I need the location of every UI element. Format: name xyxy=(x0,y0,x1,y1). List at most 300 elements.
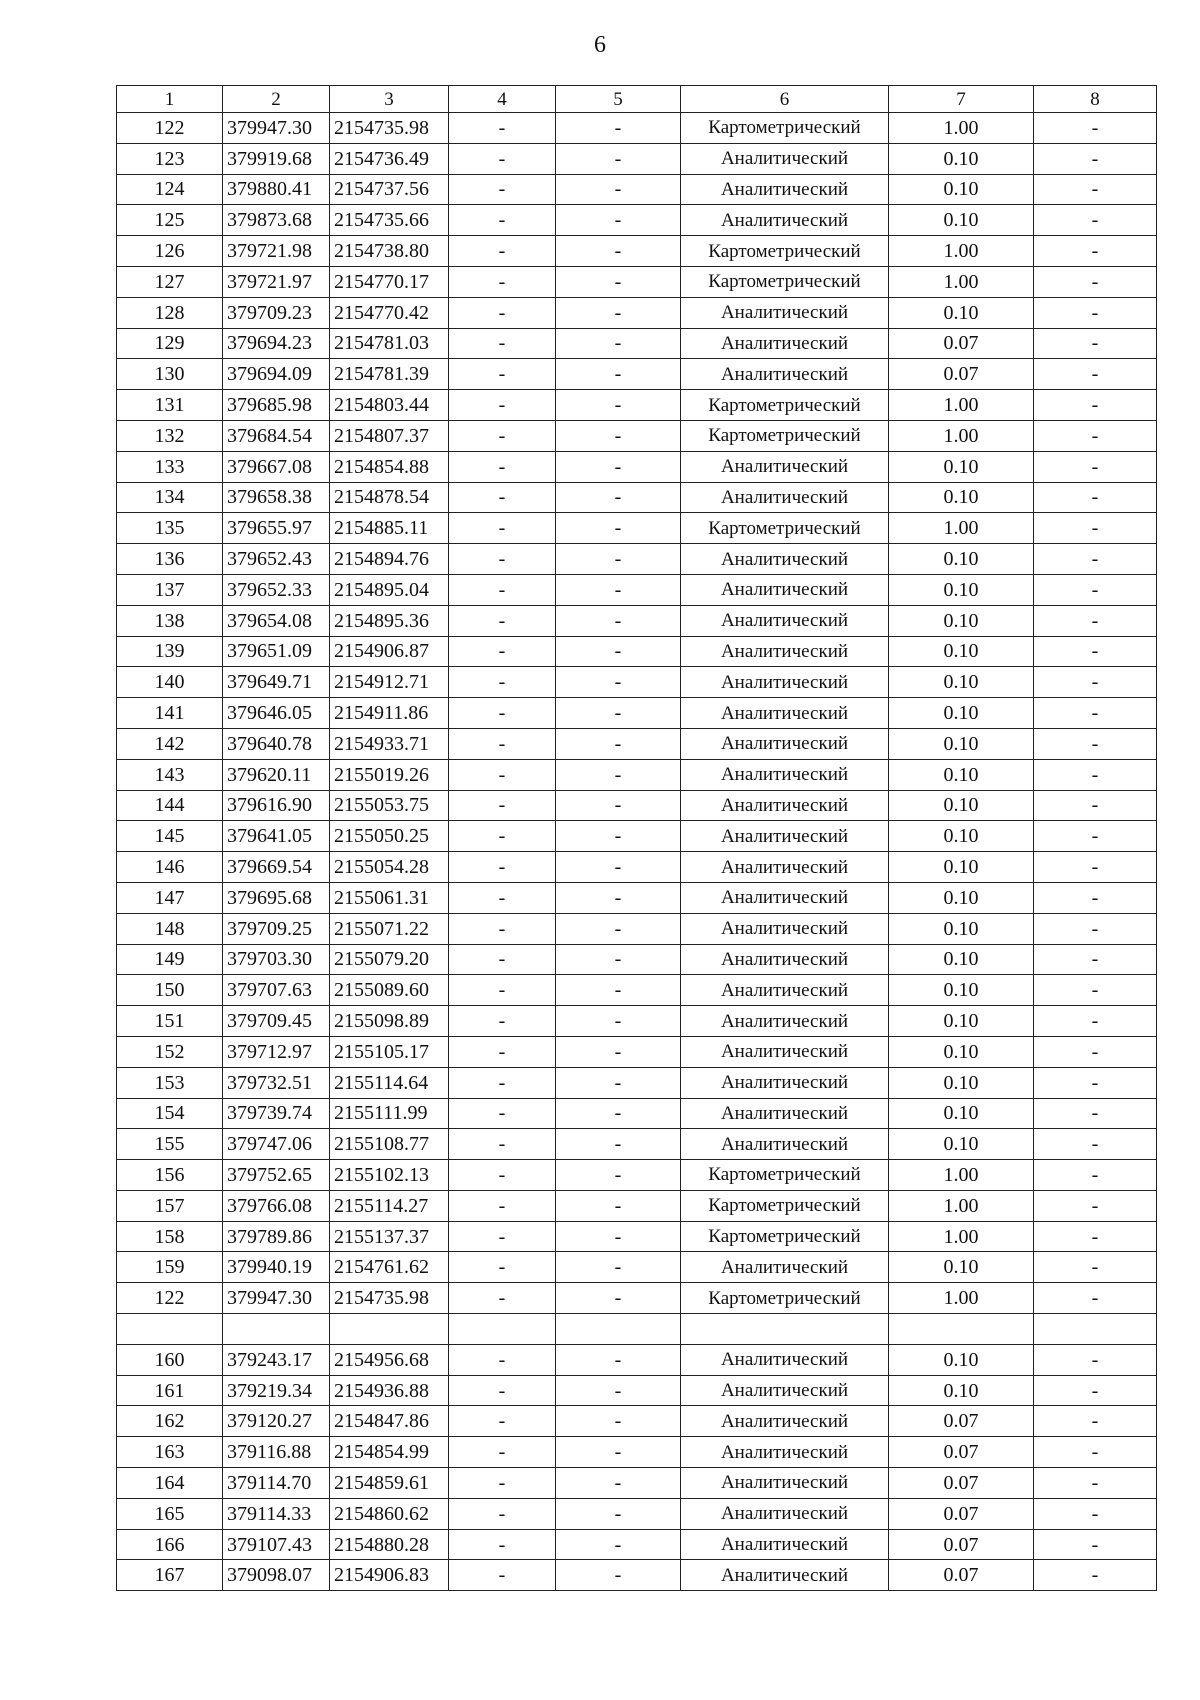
table-row xyxy=(117,1529,1157,1560)
table-row xyxy=(117,1160,1157,1191)
accuracy-cell: 0.10 xyxy=(889,1252,1034,1283)
y-coordinate-cell: 2154895.36 xyxy=(330,605,449,636)
table-row xyxy=(117,698,1157,729)
col5-cell: - xyxy=(556,1190,681,1221)
col8-cell: - xyxy=(1034,1498,1157,1529)
col5-cell: - xyxy=(556,390,681,421)
method-cell: Аналитический xyxy=(681,1406,889,1437)
col8-cell: - xyxy=(1034,297,1157,328)
accuracy-cell: 0.07 xyxy=(889,1437,1034,1468)
point-number-cell: 167 xyxy=(117,1560,223,1591)
x-coordinate-cell: 379712.97 xyxy=(223,1036,330,1067)
table-row xyxy=(117,913,1157,944)
point-number-cell: 146 xyxy=(117,852,223,883)
x-coordinate-cell: 379684.54 xyxy=(223,420,330,451)
method-cell: Аналитический xyxy=(681,852,889,883)
y-coordinate-cell: 2154894.76 xyxy=(330,544,449,575)
y-coordinate-cell: 2155137.37 xyxy=(330,1221,449,1252)
column-header: 8 xyxy=(1034,86,1157,113)
y-coordinate-cell xyxy=(330,1314,449,1345)
method-cell: Аналитический xyxy=(681,143,889,174)
x-coordinate-cell: 379654.08 xyxy=(223,605,330,636)
y-coordinate-cell: 2154912.71 xyxy=(330,667,449,698)
x-coordinate-cell: 379747.06 xyxy=(223,1129,330,1160)
col4-cell: - xyxy=(449,975,556,1006)
point-number-cell: 122 xyxy=(117,113,223,144)
accuracy-cell: 1.00 xyxy=(889,513,1034,544)
col4-cell: - xyxy=(449,1468,556,1499)
method-cell: Картометрический xyxy=(681,420,889,451)
method-cell: Аналитический xyxy=(681,698,889,729)
table-row xyxy=(117,1221,1157,1252)
method-cell: Аналитический xyxy=(681,1560,889,1591)
accuracy-cell: 0.07 xyxy=(889,328,1034,359)
coordinates-table xyxy=(116,85,1157,1591)
table-row xyxy=(117,944,1157,975)
accuracy-cell: 0.10 xyxy=(889,944,1034,975)
x-coordinate-cell: 379620.11 xyxy=(223,759,330,790)
y-coordinate-cell: 2154878.54 xyxy=(330,482,449,513)
col5-cell: - xyxy=(556,266,681,297)
x-coordinate-cell: 379694.23 xyxy=(223,328,330,359)
x-coordinate-cell: 379709.45 xyxy=(223,1006,330,1037)
col4-cell: - xyxy=(449,359,556,390)
table-row xyxy=(117,1498,1157,1529)
col4-cell: - xyxy=(449,1190,556,1221)
point-number-cell: 127 xyxy=(117,266,223,297)
col4-cell: - xyxy=(449,1006,556,1037)
y-coordinate-cell: 2155071.22 xyxy=(330,913,449,944)
accuracy-cell: 0.10 xyxy=(889,728,1034,759)
method-cell xyxy=(681,1314,889,1345)
col8-cell: - xyxy=(1034,1252,1157,1283)
col8-cell: - xyxy=(1034,328,1157,359)
col5-cell: - xyxy=(556,636,681,667)
x-coordinate-cell: 379694.09 xyxy=(223,359,330,390)
table-row xyxy=(117,390,1157,421)
x-coordinate-cell: 379652.33 xyxy=(223,574,330,605)
col8-cell: - xyxy=(1034,1344,1157,1375)
point-number-cell: 145 xyxy=(117,821,223,852)
col4-cell: - xyxy=(449,1406,556,1437)
col5-cell: - xyxy=(556,605,681,636)
point-number-cell: 123 xyxy=(117,143,223,174)
accuracy-cell: 0.10 xyxy=(889,636,1034,667)
accuracy-cell: 0.07 xyxy=(889,1529,1034,1560)
x-coordinate-cell: 379107.43 xyxy=(223,1529,330,1560)
table-row xyxy=(117,205,1157,236)
col8-cell: - xyxy=(1034,882,1157,913)
table-row xyxy=(117,605,1157,636)
method-cell: Аналитический xyxy=(681,174,889,205)
accuracy-cell: 1.00 xyxy=(889,1160,1034,1191)
table-row xyxy=(117,1344,1157,1375)
x-coordinate-cell: 379685.98 xyxy=(223,390,330,421)
point-number-cell: 156 xyxy=(117,1160,223,1191)
y-coordinate-cell: 2154781.39 xyxy=(330,359,449,390)
col8-cell: - xyxy=(1034,1529,1157,1560)
y-coordinate-cell: 2154859.61 xyxy=(330,1468,449,1499)
col5-cell: - xyxy=(556,451,681,482)
method-cell: Аналитический xyxy=(681,482,889,513)
col8-cell: - xyxy=(1034,1129,1157,1160)
col4-cell: - xyxy=(449,790,556,821)
method-cell: Аналитический xyxy=(681,451,889,482)
accuracy-cell: 0.10 xyxy=(889,667,1034,698)
y-coordinate-cell: 2154880.28 xyxy=(330,1529,449,1560)
col4-cell: - xyxy=(449,205,556,236)
col4-cell: - xyxy=(449,667,556,698)
col8-cell: - xyxy=(1034,513,1157,544)
y-coordinate-cell: 2154911.86 xyxy=(330,698,449,729)
table-row xyxy=(117,1098,1157,1129)
col4-cell: - xyxy=(449,482,556,513)
point-number-cell: 138 xyxy=(117,605,223,636)
method-cell: Аналитический xyxy=(681,1006,889,1037)
method-cell: Картометрический xyxy=(681,266,889,297)
y-coordinate-cell: 2155098.89 xyxy=(330,1006,449,1037)
point-number-cell: 163 xyxy=(117,1437,223,1468)
table-row xyxy=(117,1067,1157,1098)
col5-cell: - xyxy=(556,143,681,174)
point-number-cell: 159 xyxy=(117,1252,223,1283)
col4-cell: - xyxy=(449,821,556,852)
col5-cell: - xyxy=(556,1252,681,1283)
method-cell: Аналитический xyxy=(681,728,889,759)
table-row xyxy=(117,1283,1157,1314)
col8-cell: - xyxy=(1034,913,1157,944)
method-cell: Аналитический xyxy=(681,605,889,636)
y-coordinate-cell: 2154895.04 xyxy=(330,574,449,605)
accuracy-cell: 0.07 xyxy=(889,1406,1034,1437)
x-coordinate-cell: 379739.74 xyxy=(223,1098,330,1129)
table-row xyxy=(117,236,1157,267)
table-row xyxy=(117,1129,1157,1160)
col5-cell: - xyxy=(556,1067,681,1098)
x-coordinate-cell: 379667.08 xyxy=(223,451,330,482)
col8-cell: - xyxy=(1034,636,1157,667)
method-cell: Аналитический xyxy=(681,821,889,852)
y-coordinate-cell: 2154860.62 xyxy=(330,1498,449,1529)
x-coordinate-cell: 379709.23 xyxy=(223,297,330,328)
point-number-cell xyxy=(117,1314,223,1345)
col4-cell: - xyxy=(449,297,556,328)
accuracy-cell: 0.10 xyxy=(889,1098,1034,1129)
x-coordinate-cell: 379707.63 xyxy=(223,975,330,1006)
col8-cell: - xyxy=(1034,482,1157,513)
col8-cell: - xyxy=(1034,451,1157,482)
col4-cell: - xyxy=(449,1067,556,1098)
accuracy-cell: 1.00 xyxy=(889,236,1034,267)
col5-cell: - xyxy=(556,1560,681,1591)
col4-cell: - xyxy=(449,1498,556,1529)
col8-cell: - xyxy=(1034,790,1157,821)
col4-cell: - xyxy=(449,882,556,913)
col4-cell: - xyxy=(449,698,556,729)
col4-cell: - xyxy=(449,420,556,451)
col8-cell: - xyxy=(1034,1468,1157,1499)
accuracy-cell xyxy=(889,1314,1034,1345)
column-header: 1 xyxy=(117,86,223,113)
col8-cell: - xyxy=(1034,143,1157,174)
col4-cell: - xyxy=(449,759,556,790)
point-number-cell: 160 xyxy=(117,1344,223,1375)
accuracy-cell: 0.10 xyxy=(889,297,1034,328)
accuracy-cell: 0.10 xyxy=(889,174,1034,205)
point-number-cell: 150 xyxy=(117,975,223,1006)
table-row xyxy=(117,113,1157,144)
method-cell: Картометрический xyxy=(681,1221,889,1252)
accuracy-cell: 0.10 xyxy=(889,1006,1034,1037)
accuracy-cell: 0.10 xyxy=(889,1344,1034,1375)
col5-cell: - xyxy=(556,913,681,944)
method-cell: Аналитический xyxy=(681,1067,889,1098)
point-number-cell: 144 xyxy=(117,790,223,821)
col4-cell: - xyxy=(449,1529,556,1560)
col5-cell: - xyxy=(556,1036,681,1067)
method-cell: Аналитический xyxy=(681,359,889,390)
x-coordinate-cell: 379940.19 xyxy=(223,1252,330,1283)
method-cell: Аналитический xyxy=(681,1437,889,1468)
point-number-cell: 147 xyxy=(117,882,223,913)
point-number-cell: 126 xyxy=(117,236,223,267)
y-coordinate-cell: 2155079.20 xyxy=(330,944,449,975)
table-row xyxy=(117,359,1157,390)
x-coordinate-cell: 379919.68 xyxy=(223,143,330,174)
y-coordinate-cell: 2155054.28 xyxy=(330,852,449,883)
point-number-cell: 122 xyxy=(117,1283,223,1314)
method-cell: Картометрический xyxy=(681,1190,889,1221)
table-row xyxy=(117,759,1157,790)
method-cell: Аналитический xyxy=(681,1498,889,1529)
x-coordinate-cell: 379695.68 xyxy=(223,882,330,913)
col8-cell: - xyxy=(1034,113,1157,144)
point-number-cell: 129 xyxy=(117,328,223,359)
x-coordinate-cell: 379703.30 xyxy=(223,944,330,975)
table-row xyxy=(117,1468,1157,1499)
x-coordinate-cell: 379721.97 xyxy=(223,266,330,297)
column-header: 7 xyxy=(889,86,1034,113)
col4-cell: - xyxy=(449,605,556,636)
col8-cell: - xyxy=(1034,266,1157,297)
point-number-cell: 143 xyxy=(117,759,223,790)
col4-cell: - xyxy=(449,1344,556,1375)
method-cell: Аналитический xyxy=(681,574,889,605)
col4-cell: - xyxy=(449,236,556,267)
col5-cell: - xyxy=(556,574,681,605)
y-coordinate-cell: 2154770.17 xyxy=(330,266,449,297)
method-cell: Картометрический xyxy=(681,1160,889,1191)
col4-cell: - xyxy=(449,852,556,883)
point-number-cell: 135 xyxy=(117,513,223,544)
method-cell: Аналитический xyxy=(681,1344,889,1375)
col8-cell: - xyxy=(1034,1067,1157,1098)
y-coordinate-cell: 2155061.31 xyxy=(330,882,449,913)
y-coordinate-cell: 2154847.86 xyxy=(330,1406,449,1437)
col5-cell: - xyxy=(556,174,681,205)
method-cell: Аналитический xyxy=(681,205,889,236)
x-coordinate-cell: 379669.54 xyxy=(223,852,330,883)
method-cell: Аналитический xyxy=(681,1529,889,1560)
col5-cell: - xyxy=(556,513,681,544)
col5-cell: - xyxy=(556,1437,681,1468)
table-row xyxy=(117,1560,1157,1591)
y-coordinate-cell: 2154933.71 xyxy=(330,728,449,759)
x-coordinate-cell: 379114.70 xyxy=(223,1468,330,1499)
accuracy-cell: 0.10 xyxy=(889,882,1034,913)
accuracy-cell: 1.00 xyxy=(889,390,1034,421)
table-row xyxy=(117,821,1157,852)
col8-cell: - xyxy=(1034,1160,1157,1191)
table-row xyxy=(117,451,1157,482)
y-coordinate-cell: 2154807.37 xyxy=(330,420,449,451)
col8-cell: - xyxy=(1034,1283,1157,1314)
col5-cell: - xyxy=(556,790,681,821)
point-number-cell: 154 xyxy=(117,1098,223,1129)
col5-cell: - xyxy=(556,821,681,852)
accuracy-cell: 0.07 xyxy=(889,1560,1034,1591)
point-number-cell: 131 xyxy=(117,390,223,421)
accuracy-cell: 0.10 xyxy=(889,852,1034,883)
x-coordinate-cell: 379120.27 xyxy=(223,1406,330,1437)
col4-cell: - xyxy=(449,1283,556,1314)
col4-cell: - xyxy=(449,266,556,297)
column-header: 3 xyxy=(330,86,449,113)
x-coordinate-cell: 379641.05 xyxy=(223,821,330,852)
x-coordinate-cell: 379709.25 xyxy=(223,913,330,944)
col8-cell: - xyxy=(1034,605,1157,636)
point-number-cell: 164 xyxy=(117,1468,223,1499)
y-coordinate-cell: 2154736.49 xyxy=(330,143,449,174)
table-row xyxy=(117,544,1157,575)
col8-cell: - xyxy=(1034,205,1157,236)
method-cell: Аналитический xyxy=(681,975,889,1006)
table-row xyxy=(117,1314,1157,1345)
accuracy-cell: 0.10 xyxy=(889,574,1034,605)
col4-cell: - xyxy=(449,636,556,667)
col8-cell: - xyxy=(1034,390,1157,421)
accuracy-cell: 1.00 xyxy=(889,420,1034,451)
col4-cell: - xyxy=(449,113,556,144)
table-body xyxy=(117,86,1157,1591)
col8-cell: - xyxy=(1034,821,1157,852)
method-cell: Аналитический xyxy=(681,636,889,667)
y-coordinate-cell: 2155114.64 xyxy=(330,1067,449,1098)
point-number-cell: 158 xyxy=(117,1221,223,1252)
method-cell: Картометрический xyxy=(681,390,889,421)
col5-cell: - xyxy=(556,759,681,790)
y-coordinate-cell: 2154803.44 xyxy=(330,390,449,421)
table-row xyxy=(117,1190,1157,1221)
col5-cell xyxy=(556,1314,681,1345)
table-row xyxy=(117,790,1157,821)
accuracy-cell: 0.10 xyxy=(889,605,1034,636)
col4-cell xyxy=(449,1314,556,1345)
table-row xyxy=(117,266,1157,297)
col5-cell: - xyxy=(556,1129,681,1160)
y-coordinate-cell: 2154956.68 xyxy=(330,1344,449,1375)
col8-cell: - xyxy=(1034,420,1157,451)
x-coordinate-cell: 379789.86 xyxy=(223,1221,330,1252)
col4-cell: - xyxy=(449,544,556,575)
col4-cell: - xyxy=(449,1160,556,1191)
y-coordinate-cell: 2154770.42 xyxy=(330,297,449,328)
method-cell: Аналитический xyxy=(681,1098,889,1129)
table-row xyxy=(117,574,1157,605)
method-cell: Аналитический xyxy=(681,1036,889,1067)
accuracy-cell: 1.00 xyxy=(889,1283,1034,1314)
x-coordinate-cell: 379116.88 xyxy=(223,1437,330,1468)
x-coordinate-cell: 379649.71 xyxy=(223,667,330,698)
col5-cell: - xyxy=(556,328,681,359)
col8-cell: - xyxy=(1034,1406,1157,1437)
y-coordinate-cell: 2155111.99 xyxy=(330,1098,449,1129)
col4-cell: - xyxy=(449,1129,556,1160)
accuracy-cell: 0.10 xyxy=(889,975,1034,1006)
y-coordinate-cell: 2154906.83 xyxy=(330,1560,449,1591)
col5-cell: - xyxy=(556,1468,681,1499)
col5-cell: - xyxy=(556,944,681,975)
point-number-cell: 134 xyxy=(117,482,223,513)
table-row xyxy=(117,174,1157,205)
accuracy-cell: 0.07 xyxy=(889,359,1034,390)
x-coordinate-cell: 379616.90 xyxy=(223,790,330,821)
point-number-cell: 162 xyxy=(117,1406,223,1437)
page-number: 6 xyxy=(594,32,606,58)
x-coordinate-cell: 379098.07 xyxy=(223,1560,330,1591)
y-coordinate-cell: 2154735.98 xyxy=(330,113,449,144)
method-cell: Аналитический xyxy=(681,882,889,913)
col8-cell: - xyxy=(1034,728,1157,759)
method-cell: Аналитический xyxy=(681,1468,889,1499)
point-number-cell: 157 xyxy=(117,1190,223,1221)
col8-cell: - xyxy=(1034,1437,1157,1468)
col4-cell: - xyxy=(449,1098,556,1129)
col5-cell: - xyxy=(556,1098,681,1129)
method-cell: Картометрический xyxy=(681,236,889,267)
method-cell: Аналитический xyxy=(681,913,889,944)
y-coordinate-cell: 2155105.17 xyxy=(330,1036,449,1067)
col5-cell: - xyxy=(556,1344,681,1375)
col5-cell: - xyxy=(556,1221,681,1252)
point-number-cell: 132 xyxy=(117,420,223,451)
col4-cell: - xyxy=(449,1375,556,1406)
point-number-cell: 133 xyxy=(117,451,223,482)
col4-cell: - xyxy=(449,390,556,421)
x-coordinate-cell: 379752.65 xyxy=(223,1160,330,1191)
x-coordinate-cell: 379947.30 xyxy=(223,113,330,144)
col4-cell: - xyxy=(449,1252,556,1283)
accuracy-cell: 1.00 xyxy=(889,1190,1034,1221)
y-coordinate-cell: 2155050.25 xyxy=(330,821,449,852)
method-cell: Картометрический xyxy=(681,513,889,544)
col8-cell: - xyxy=(1034,1221,1157,1252)
table-row xyxy=(117,143,1157,174)
table-row xyxy=(117,975,1157,1006)
point-number-cell: 140 xyxy=(117,667,223,698)
col5-cell: - xyxy=(556,1160,681,1191)
method-cell: Аналитический xyxy=(681,1375,889,1406)
x-coordinate-cell: 379658.38 xyxy=(223,482,330,513)
y-coordinate-cell: 2154735.66 xyxy=(330,205,449,236)
table-row xyxy=(117,852,1157,883)
point-number-cell: 128 xyxy=(117,297,223,328)
col8-cell: - xyxy=(1034,1006,1157,1037)
col8-cell: - xyxy=(1034,1190,1157,1221)
accuracy-cell: 0.07 xyxy=(889,1468,1034,1499)
point-number-cell: 166 xyxy=(117,1529,223,1560)
column-header: 5 xyxy=(556,86,681,113)
